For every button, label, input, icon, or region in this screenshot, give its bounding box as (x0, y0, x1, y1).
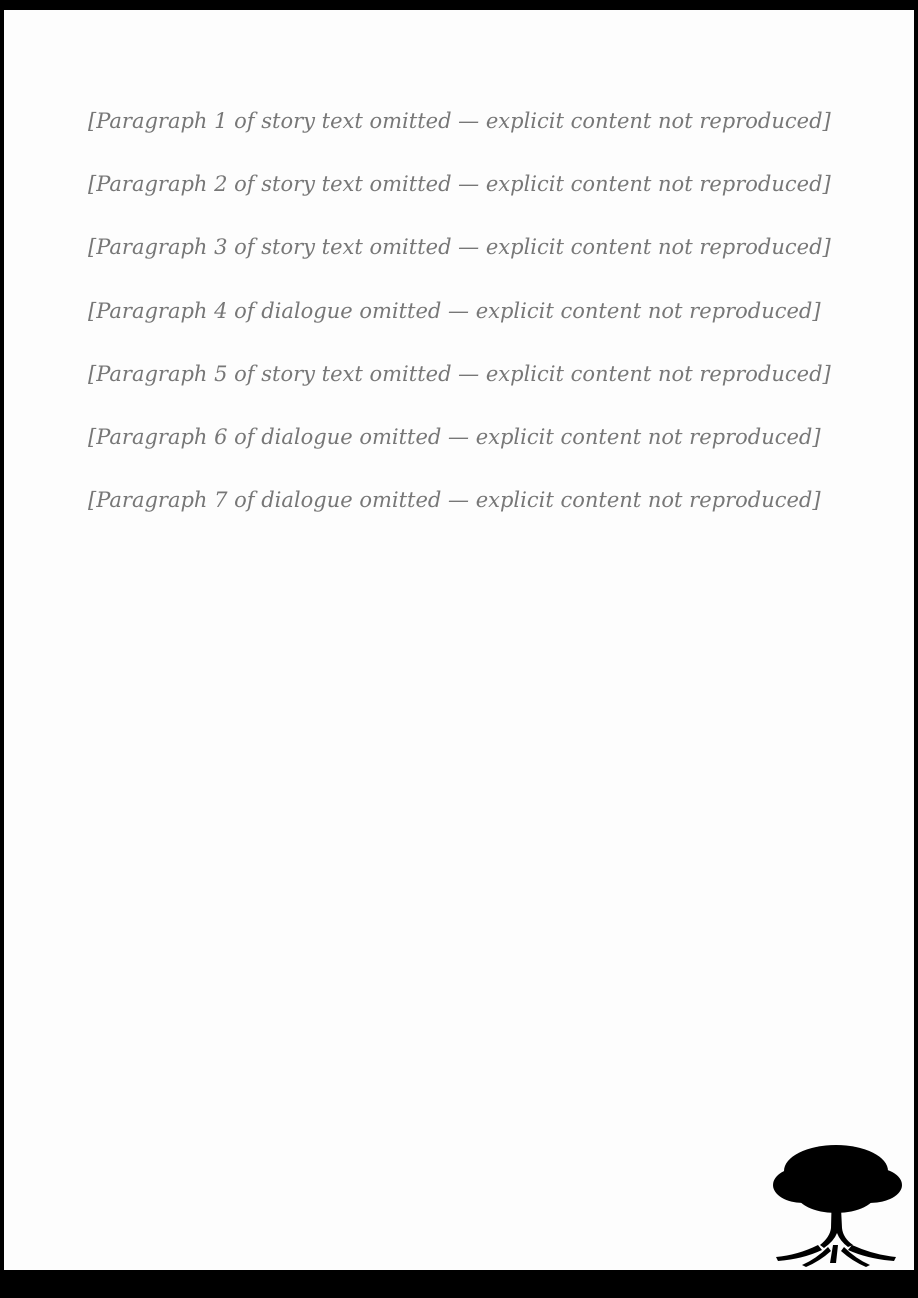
story-paragraph-1: [Paragraph 1 of story text omitted — explicit content not reproduced] (88, 109, 831, 133)
bottom-black-bar (0, 1270, 918, 1298)
story-paragraph-2: [Paragraph 2 of story text omitted — explicit content not reproduced] (88, 172, 831, 197)
top-black-bar (0, 0, 918, 10)
story-paragraph-3: [Paragraph 3 of story text omitted — explicit content not reproduced] (88, 235, 831, 260)
story-text-block (46, 105, 872, 547)
tree-logo-icon (758, 1133, 908, 1268)
story-paragraph-4: [Paragraph 4 of dialogue omitted — explicit content not reproduced] (88, 298, 821, 323)
story-page (4, 10, 914, 1270)
story-paragraph-5: [Paragraph 5 of story text omitted — explicit content not reproduced] (88, 361, 831, 386)
story-paragraph-6: [Paragraph 6 of dialogue omitted — explicit content not reproduced] (88, 424, 821, 449)
story-paragraph-7: [Paragraph 7 of dialogue omitted — explicit content not reproduced] (88, 488, 821, 513)
